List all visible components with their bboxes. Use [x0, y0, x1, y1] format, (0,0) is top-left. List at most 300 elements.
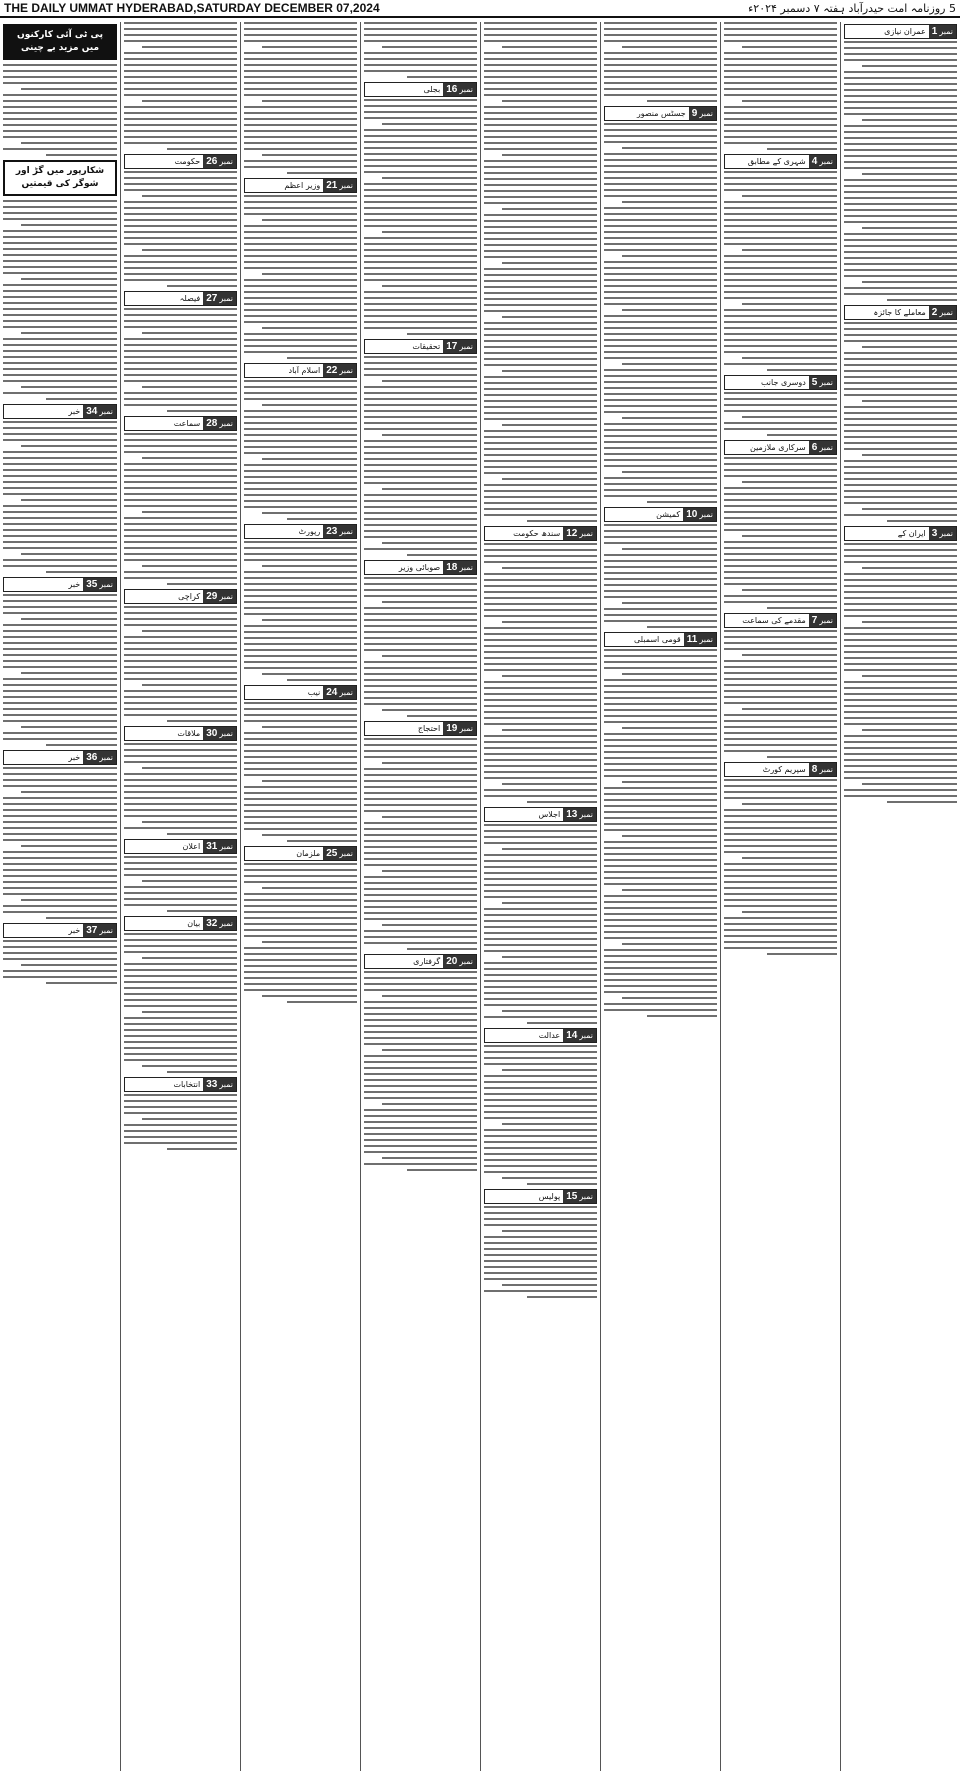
- text-line: [724, 291, 837, 293]
- text-line: [484, 896, 597, 898]
- text-line: [364, 786, 477, 788]
- text-line: [604, 76, 717, 78]
- story-number: [203, 292, 236, 305]
- text-line: [142, 767, 237, 769]
- text-line: [124, 493, 237, 495]
- text-line: [124, 505, 237, 507]
- text-line: [724, 28, 837, 30]
- text-line: [244, 52, 357, 54]
- text-line: [604, 871, 717, 873]
- text-line: [364, 518, 477, 520]
- story-number: [323, 847, 356, 860]
- text-line: [364, 392, 477, 394]
- text-line: [21, 899, 117, 901]
- text-line: [484, 603, 597, 605]
- text-line: [244, 589, 357, 591]
- text-line: [604, 183, 717, 185]
- text-line: [724, 630, 837, 632]
- text-line: [364, 315, 477, 317]
- story-header: [124, 589, 237, 604]
- news-story: [364, 22, 477, 78]
- text-line: [604, 841, 717, 843]
- text-line: [364, 1025, 477, 1027]
- text-line: [604, 22, 717, 24]
- text-line: [484, 1248, 597, 1250]
- story-headline: کمیشن: [656, 510, 681, 519]
- text-line: [124, 523, 237, 525]
- text-line: [484, 992, 597, 994]
- text-line: [484, 597, 597, 599]
- text-line: [484, 771, 597, 773]
- text-line: [124, 136, 237, 138]
- text-line: [244, 923, 357, 925]
- text-line: [124, 28, 237, 30]
- text-line: [844, 275, 957, 277]
- text-line: [142, 1065, 237, 1067]
- story-number: [203, 1078, 236, 1091]
- news-story: [124, 589, 237, 722]
- text-line: [124, 803, 237, 805]
- story-number-value: 27: [206, 293, 218, 304]
- text-line: [844, 490, 957, 492]
- text-line: [3, 702, 117, 704]
- text-line: [3, 254, 117, 256]
- text-line: [484, 178, 597, 180]
- text-line: [844, 47, 957, 49]
- news-story: [244, 524, 357, 681]
- text-line: [502, 1177, 597, 1179]
- story-number-value: 36: [86, 752, 98, 763]
- text-line: [484, 94, 597, 96]
- text-line: [3, 350, 117, 352]
- story-number-value: 23: [326, 526, 338, 537]
- text-line: [844, 669, 957, 671]
- text-line: [484, 1242, 597, 1244]
- text-line: [124, 273, 237, 275]
- text-line: [724, 183, 837, 185]
- text-line: [364, 774, 477, 776]
- text-line: [862, 675, 957, 677]
- text-line: [124, 571, 237, 573]
- text-line: [484, 1153, 597, 1155]
- text-line: [844, 239, 957, 241]
- text-line: [124, 1142, 237, 1144]
- text-line: [724, 899, 837, 901]
- text-line: [484, 914, 597, 916]
- text-line: [844, 89, 957, 91]
- text-line: [364, 667, 477, 669]
- text-line: [167, 148, 237, 150]
- text-line: [3, 487, 117, 489]
- text-line: [142, 957, 237, 959]
- text-line: [724, 601, 837, 603]
- story-number-value: 20: [446, 956, 458, 967]
- story-body: [364, 356, 477, 556]
- story-number-label: نمبر: [699, 109, 713, 118]
- text-line: [364, 70, 477, 72]
- story-number-label: نمبر: [579, 810, 593, 819]
- text-line: [124, 231, 237, 233]
- story-body: [364, 577, 477, 717]
- text-line: [167, 410, 237, 412]
- text-line: [364, 750, 477, 752]
- text-line: [484, 735, 597, 737]
- text-line: [484, 830, 597, 832]
- text-line: [484, 1111, 597, 1113]
- story-header: [724, 154, 837, 169]
- news-story: [484, 1028, 597, 1185]
- text-line: [484, 543, 597, 545]
- text-line: [502, 478, 597, 480]
- text-line: [364, 768, 477, 770]
- text-line: [767, 607, 837, 609]
- text-line: [262, 565, 357, 567]
- text-line: [622, 781, 717, 783]
- text-line: [364, 1127, 477, 1129]
- text-line: [21, 278, 117, 280]
- text-line: [3, 451, 117, 453]
- text-line: [604, 321, 717, 323]
- text-line: [3, 70, 117, 72]
- news-story: [124, 22, 237, 150]
- text-line: [724, 547, 837, 549]
- text-line: [364, 303, 477, 305]
- text-line: [3, 314, 117, 316]
- text-line: [124, 207, 237, 209]
- text-line: [262, 995, 357, 997]
- text-line: [724, 672, 837, 674]
- text-line: [724, 213, 837, 215]
- text-line: [244, 315, 357, 317]
- text-line: [887, 801, 957, 803]
- text-line: [3, 76, 117, 78]
- text-line: [364, 673, 477, 675]
- story-number: [563, 808, 596, 821]
- text-line: [3, 266, 117, 268]
- text-line: [484, 304, 597, 306]
- text-line: [484, 502, 597, 504]
- story-number: [203, 840, 236, 853]
- story-body: [244, 541, 357, 681]
- text-line: [3, 463, 117, 465]
- story-number: [689, 107, 716, 120]
- text-line: [3, 654, 117, 656]
- story-number-value: 30: [206, 728, 218, 739]
- story-number: [563, 1029, 596, 1042]
- text-line: [604, 303, 717, 305]
- text-line: [484, 723, 597, 725]
- text-line: [244, 446, 357, 448]
- story-number-value: 32: [206, 918, 218, 929]
- text-line: [244, 989, 357, 991]
- text-line: [124, 999, 237, 1001]
- text-line: [244, 452, 357, 454]
- story-number-value: 15: [566, 1191, 578, 1202]
- story-number-label: نمبر: [219, 157, 233, 166]
- text-line: [124, 743, 237, 745]
- text-line: [124, 696, 237, 698]
- text-line: [844, 735, 957, 737]
- text-line: [484, 884, 597, 886]
- text-line: [604, 985, 717, 987]
- text-line: [21, 142, 117, 144]
- text-line: [724, 809, 837, 811]
- text-line: [604, 709, 717, 711]
- text-line: [724, 887, 837, 889]
- news-story: [3, 200, 117, 400]
- text-line: [604, 477, 717, 479]
- text-line: [364, 464, 477, 466]
- text-line: [364, 52, 477, 54]
- text-line: [262, 458, 357, 460]
- text-line: [262, 941, 357, 943]
- text-line: [844, 191, 957, 193]
- story-body: [724, 630, 837, 758]
- text-line: [604, 829, 717, 831]
- text-line: [382, 285, 477, 287]
- text-line: [484, 1057, 597, 1059]
- text-line: [604, 805, 717, 807]
- text-line: [604, 1003, 717, 1005]
- text-line: [604, 58, 717, 60]
- text-line: [724, 428, 837, 430]
- text-line: [244, 905, 357, 907]
- news-story: [724, 375, 837, 436]
- text-line: [21, 726, 117, 728]
- text-line: [724, 636, 837, 638]
- story-number-value: 17: [446, 341, 458, 352]
- text-line: [724, 404, 837, 406]
- text-line: [484, 118, 597, 120]
- text-line: [244, 625, 357, 627]
- text-line: [604, 554, 717, 556]
- story-number-label: نمبر: [219, 592, 233, 601]
- text-line: [484, 1135, 597, 1137]
- text-line: [844, 442, 957, 444]
- text-line: [484, 944, 597, 946]
- text-line: [364, 428, 477, 430]
- text-line: [484, 860, 597, 862]
- text-line: [124, 1041, 237, 1043]
- text-line: [142, 880, 237, 882]
- story-body: [484, 824, 597, 1024]
- text-line: [724, 797, 837, 799]
- text-line: [244, 637, 357, 639]
- text-line: [724, 553, 837, 555]
- text-line: [124, 672, 237, 674]
- text-line: [844, 197, 957, 199]
- text-line: [3, 851, 117, 853]
- story-number: [929, 527, 956, 540]
- text-line: [124, 856, 237, 858]
- story-number-value: 22: [326, 365, 338, 376]
- text-line: [364, 643, 477, 645]
- text-line: [244, 869, 357, 871]
- story-headline: خبر: [68, 580, 81, 589]
- story-number: [83, 751, 116, 764]
- text-line: [484, 406, 597, 408]
- text-line: [124, 678, 237, 680]
- text-line: [3, 827, 117, 829]
- text-line: [724, 237, 837, 239]
- text-line: [742, 535, 837, 537]
- story-number-label: نمبر: [339, 181, 353, 190]
- text-line: [244, 285, 357, 287]
- story-body: [124, 171, 237, 287]
- text-line: [244, 828, 357, 830]
- text-line: [287, 679, 357, 681]
- text-line: [3, 272, 117, 274]
- text-line: [3, 200, 117, 202]
- text-line: [364, 631, 477, 633]
- text-line: [3, 565, 117, 567]
- text-line: [724, 666, 837, 668]
- text-line: [3, 356, 117, 358]
- text-line: [364, 846, 477, 848]
- story-header: [124, 154, 237, 169]
- text-line: [724, 869, 837, 871]
- text-line: [364, 912, 477, 914]
- text-line: [3, 505, 117, 507]
- text-line: [3, 815, 117, 817]
- text-line: [364, 225, 477, 227]
- masthead-title-urdu: [748, 2, 956, 15]
- text-line: [844, 334, 957, 336]
- story-headline: تحقیقات: [412, 342, 441, 351]
- text-line: [3, 535, 117, 537]
- text-line: [244, 607, 357, 609]
- text-line: [167, 910, 237, 912]
- text-line: [484, 52, 597, 54]
- story-body: [484, 1045, 597, 1185]
- text-line: [604, 524, 717, 526]
- text-line: [382, 177, 477, 179]
- text-line: [742, 195, 837, 197]
- text-line: [844, 370, 957, 372]
- text-line: [844, 651, 957, 653]
- text-line: [3, 260, 117, 262]
- story-number: [203, 155, 236, 168]
- text-line: [484, 172, 597, 174]
- text-line: [3, 630, 117, 632]
- text-line: [3, 308, 117, 310]
- text-line: [484, 645, 597, 647]
- text-line: [724, 750, 837, 752]
- text-line: [364, 494, 477, 496]
- text-line: [3, 523, 117, 525]
- story-header: [844, 305, 957, 320]
- text-line: [287, 1001, 357, 1003]
- text-line: [124, 64, 237, 66]
- story-number-label: نمبر: [459, 342, 473, 351]
- text-line: [364, 971, 477, 973]
- text-line: [244, 231, 357, 233]
- text-line: [124, 481, 237, 483]
- text-line: [844, 143, 957, 145]
- text-line: [3, 648, 117, 650]
- text-line: [244, 553, 357, 555]
- text-line: [364, 446, 477, 448]
- text-line: [484, 136, 597, 138]
- text-line: [124, 987, 237, 989]
- story-header: [364, 954, 477, 969]
- text-line: [742, 803, 837, 805]
- text-line: [244, 768, 357, 770]
- text-line: [724, 339, 837, 341]
- story-header: [124, 726, 237, 741]
- story-number-value: 18: [446, 562, 458, 573]
- text-line: [364, 261, 477, 263]
- text-line: [244, 160, 357, 162]
- news-story: [724, 154, 837, 371]
- text-line: [244, 34, 357, 36]
- text-line: [502, 621, 597, 623]
- text-line: [502, 100, 597, 102]
- news-story: [3, 750, 117, 919]
- text-line: [484, 926, 597, 928]
- news-story: [604, 106, 717, 503]
- text-line: [484, 436, 597, 438]
- text-line: [364, 267, 477, 269]
- text-line: [484, 1063, 597, 1065]
- text-line: [604, 817, 717, 819]
- text-line: [124, 963, 237, 965]
- text-line: [724, 345, 837, 347]
- text-line: [844, 358, 957, 360]
- text-line: [484, 866, 597, 868]
- story-number-label: نمبر: [459, 724, 473, 733]
- text-line: [604, 763, 717, 765]
- text-line: [484, 1016, 597, 1018]
- story-body: [484, 22, 597, 522]
- text-line: [484, 256, 597, 258]
- text-line: [382, 1157, 477, 1159]
- text-line: [844, 245, 957, 247]
- text-line: [724, 541, 837, 543]
- text-line: [244, 488, 357, 490]
- text-line: [244, 351, 357, 353]
- text-line: [844, 448, 957, 450]
- text-line: [124, 553, 237, 555]
- text-line: [244, 744, 357, 746]
- text-line: [244, 881, 357, 883]
- text-line: [862, 281, 957, 283]
- text-line: [844, 412, 957, 414]
- text-line: [3, 797, 117, 799]
- text-line: [21, 445, 117, 447]
- text-line: [124, 213, 237, 215]
- story-headline: بیان: [187, 919, 201, 928]
- text-line: [364, 416, 477, 418]
- text-line: [844, 502, 957, 504]
- text-line: [364, 327, 477, 329]
- story-body: [124, 308, 237, 412]
- text-line: [767, 148, 837, 150]
- text-line: [484, 412, 597, 414]
- text-line: [844, 693, 957, 695]
- text-line: [604, 141, 717, 143]
- news-story: [3, 160, 117, 196]
- story-body: [844, 543, 957, 803]
- text-line: [124, 577, 237, 579]
- text-line: [484, 920, 597, 922]
- text-line: [484, 466, 597, 468]
- text-line: [124, 785, 237, 787]
- text-line: [407, 76, 477, 78]
- text-line: [3, 100, 117, 102]
- story-body: [604, 649, 717, 1017]
- text-line: [124, 76, 237, 78]
